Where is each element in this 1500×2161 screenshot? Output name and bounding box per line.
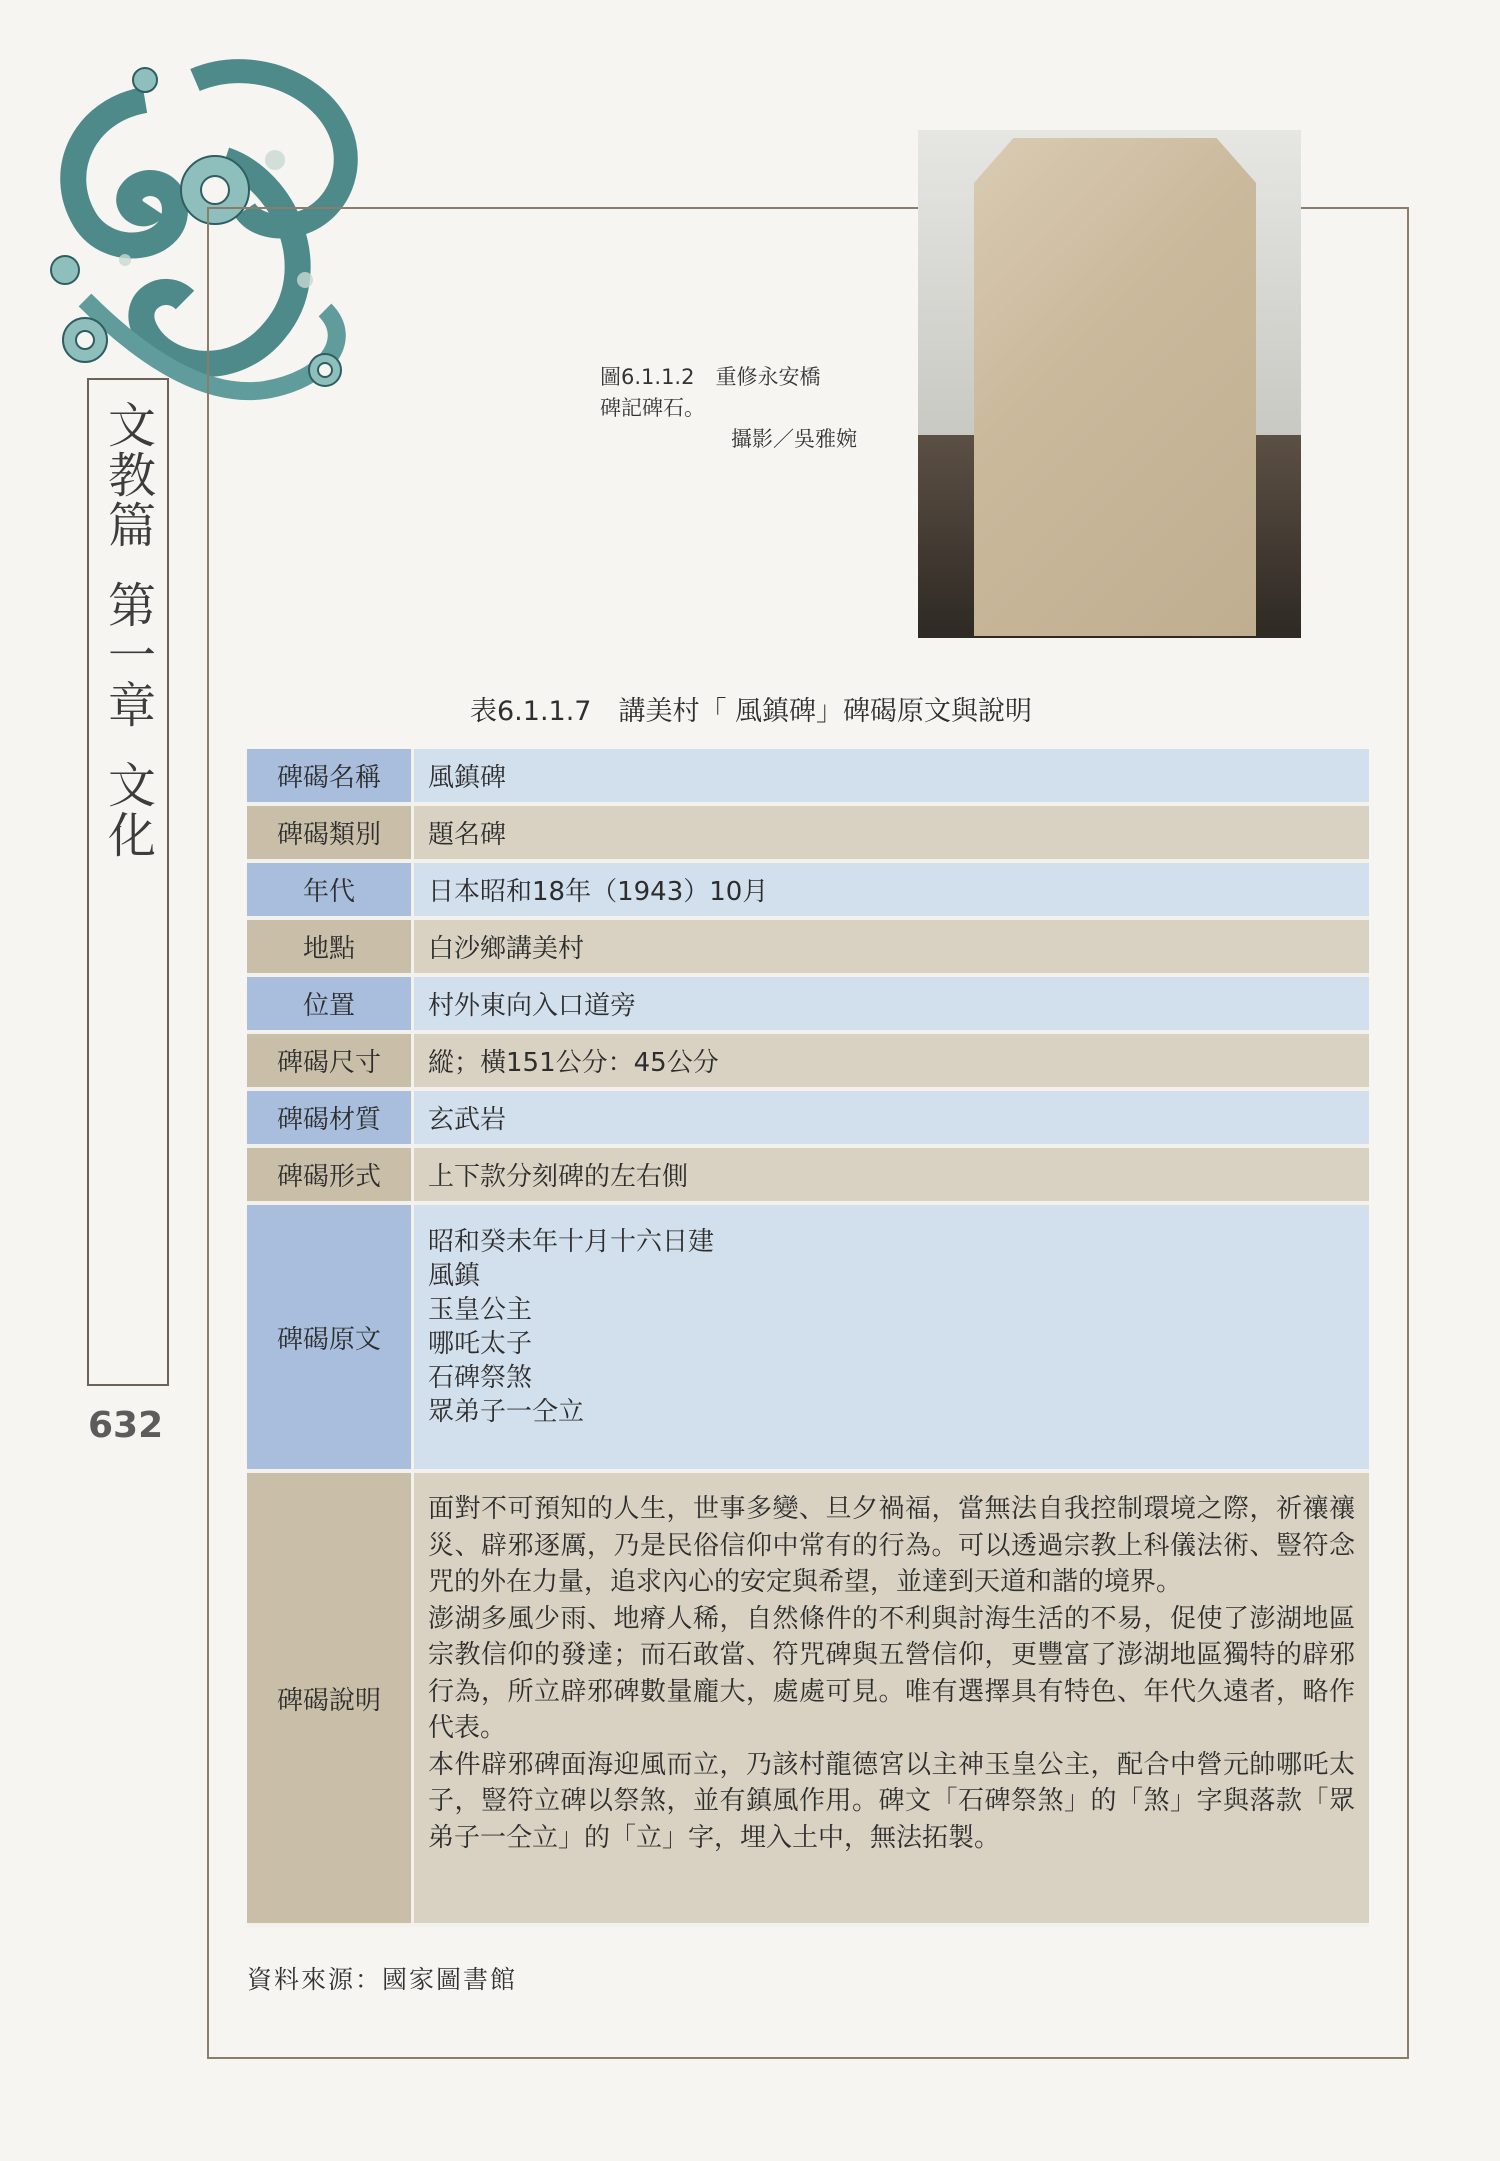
explanation-text [414, 1473, 1369, 1923]
table-row [247, 749, 1369, 806]
table-row [247, 806, 1369, 863]
stele-stone [974, 138, 1256, 636]
table-row [247, 1034, 1369, 1091]
row-value: 題名碑 [414, 806, 1369, 859]
explanation-paragraph: 面對不可預知的人生，世事多變、旦夕禍福，當無法自我控制環境之際，祈禳禳災、辟邪逐厲，乃是民俗信仰中常有的行為。可以透過宗教上科儀法術、豎符念咒的外在力量，追求內心的安定與希望，並達到天道和諧的境界。 [428, 1494, 1355, 1597]
stele-table [247, 749, 1369, 1927]
inscription-text [414, 1205, 1369, 1469]
table-row-explanation [247, 1473, 1369, 1927]
row-value: 日本昭和18年（1943）10月 [414, 863, 1369, 916]
row-label: 碑碣原文 [247, 1205, 414, 1469]
table-row [247, 977, 1369, 1034]
inscription-line: 昭和癸未年十月十六日建 [428, 1227, 715, 1257]
caption-line1: 重修永安橋 [715, 365, 821, 389]
stele-photo [918, 130, 1301, 638]
row-value: 白沙鄉講美村 [414, 920, 1369, 973]
explanation-paragraph: 澎湖多風少雨、地瘠人稀，自然條件的不利與討海生活的不易，促使了澎湖地區宗教信仰的發達；而石敢當、符咒碑與五營信仰，更豐富了澎湖地區獨特的辟邪行為，所立辟邪碑數量龐大，處處可見。唯有選擇具有特色、年代久遠者，略作代表。 [428, 1603, 1355, 1743]
row-label: 碑碣說明 [247, 1473, 414, 1923]
inscription-line: 風鎮 [428, 1261, 481, 1291]
row-value: 縱；橫151公分：45公分 [414, 1034, 1369, 1087]
chapter-heading [89, 400, 167, 860]
table-row [247, 863, 1369, 920]
row-label: 地點 [247, 920, 414, 973]
chapter-section: 文教篇 [99, 400, 156, 550]
row-label: 碑碣材質 [247, 1091, 414, 1144]
caption-line2: 碑記碑石。 [600, 396, 705, 420]
table-row-inscription [247, 1205, 1369, 1473]
row-value: 玄武岩 [414, 1091, 1369, 1144]
row-value: 風鎮碑 [414, 749, 1369, 802]
inscription-line: 石碑祭煞 [428, 1363, 533, 1393]
inscription-line: 哪吒太子 [428, 1329, 533, 1359]
row-label: 位置 [247, 977, 414, 1030]
inscription-line: 玉皇公主 [428, 1295, 533, 1325]
table-title: 表6.1.1.7 講美村「 風鎮碑」碑碣原文與說明 [470, 696, 1033, 727]
figure-caption [600, 362, 900, 455]
figure-number: 圖6.1.1.2 [600, 365, 695, 389]
table-row [247, 920, 1369, 977]
page-number: 632 [88, 1405, 164, 1446]
source-note: 資料來源：國家圖書館 [247, 1965, 518, 1994]
row-label: 碑碣形式 [247, 1148, 414, 1201]
row-label: 碑碣類別 [247, 806, 414, 859]
table-row [247, 1091, 1369, 1148]
row-value: 村外東向入口道旁 [414, 977, 1369, 1030]
row-label: 碑碣尺寸 [247, 1034, 414, 1087]
row-label: 年代 [247, 863, 414, 916]
chapter-sidebar [87, 378, 169, 1386]
table-row [247, 1148, 1369, 1205]
photo-credit: 攝影／吳雅婉 [731, 427, 857, 451]
explanation-paragraph: 本件辟邪碑面海迎風而立，乃該村龍德宮以主神玉皇公主，配合中營元帥哪吒太子，豎符立碑以祭煞，並有鎮風作用。碑文「石碑祭煞」的「煞」字與落款「眾弟子一仝立」的「立」字，埋入土中，無法拓製。 [428, 1749, 1355, 1853]
row-value: 上下款分刻碑的左右側 [414, 1148, 1369, 1201]
chapter-number: 第一章 [99, 580, 156, 730]
inscription-line: 眾弟子一仝立 [428, 1397, 585, 1427]
row-label: 碑碣名稱 [247, 749, 414, 802]
chapter-topic: 文化 [99, 760, 156, 860]
